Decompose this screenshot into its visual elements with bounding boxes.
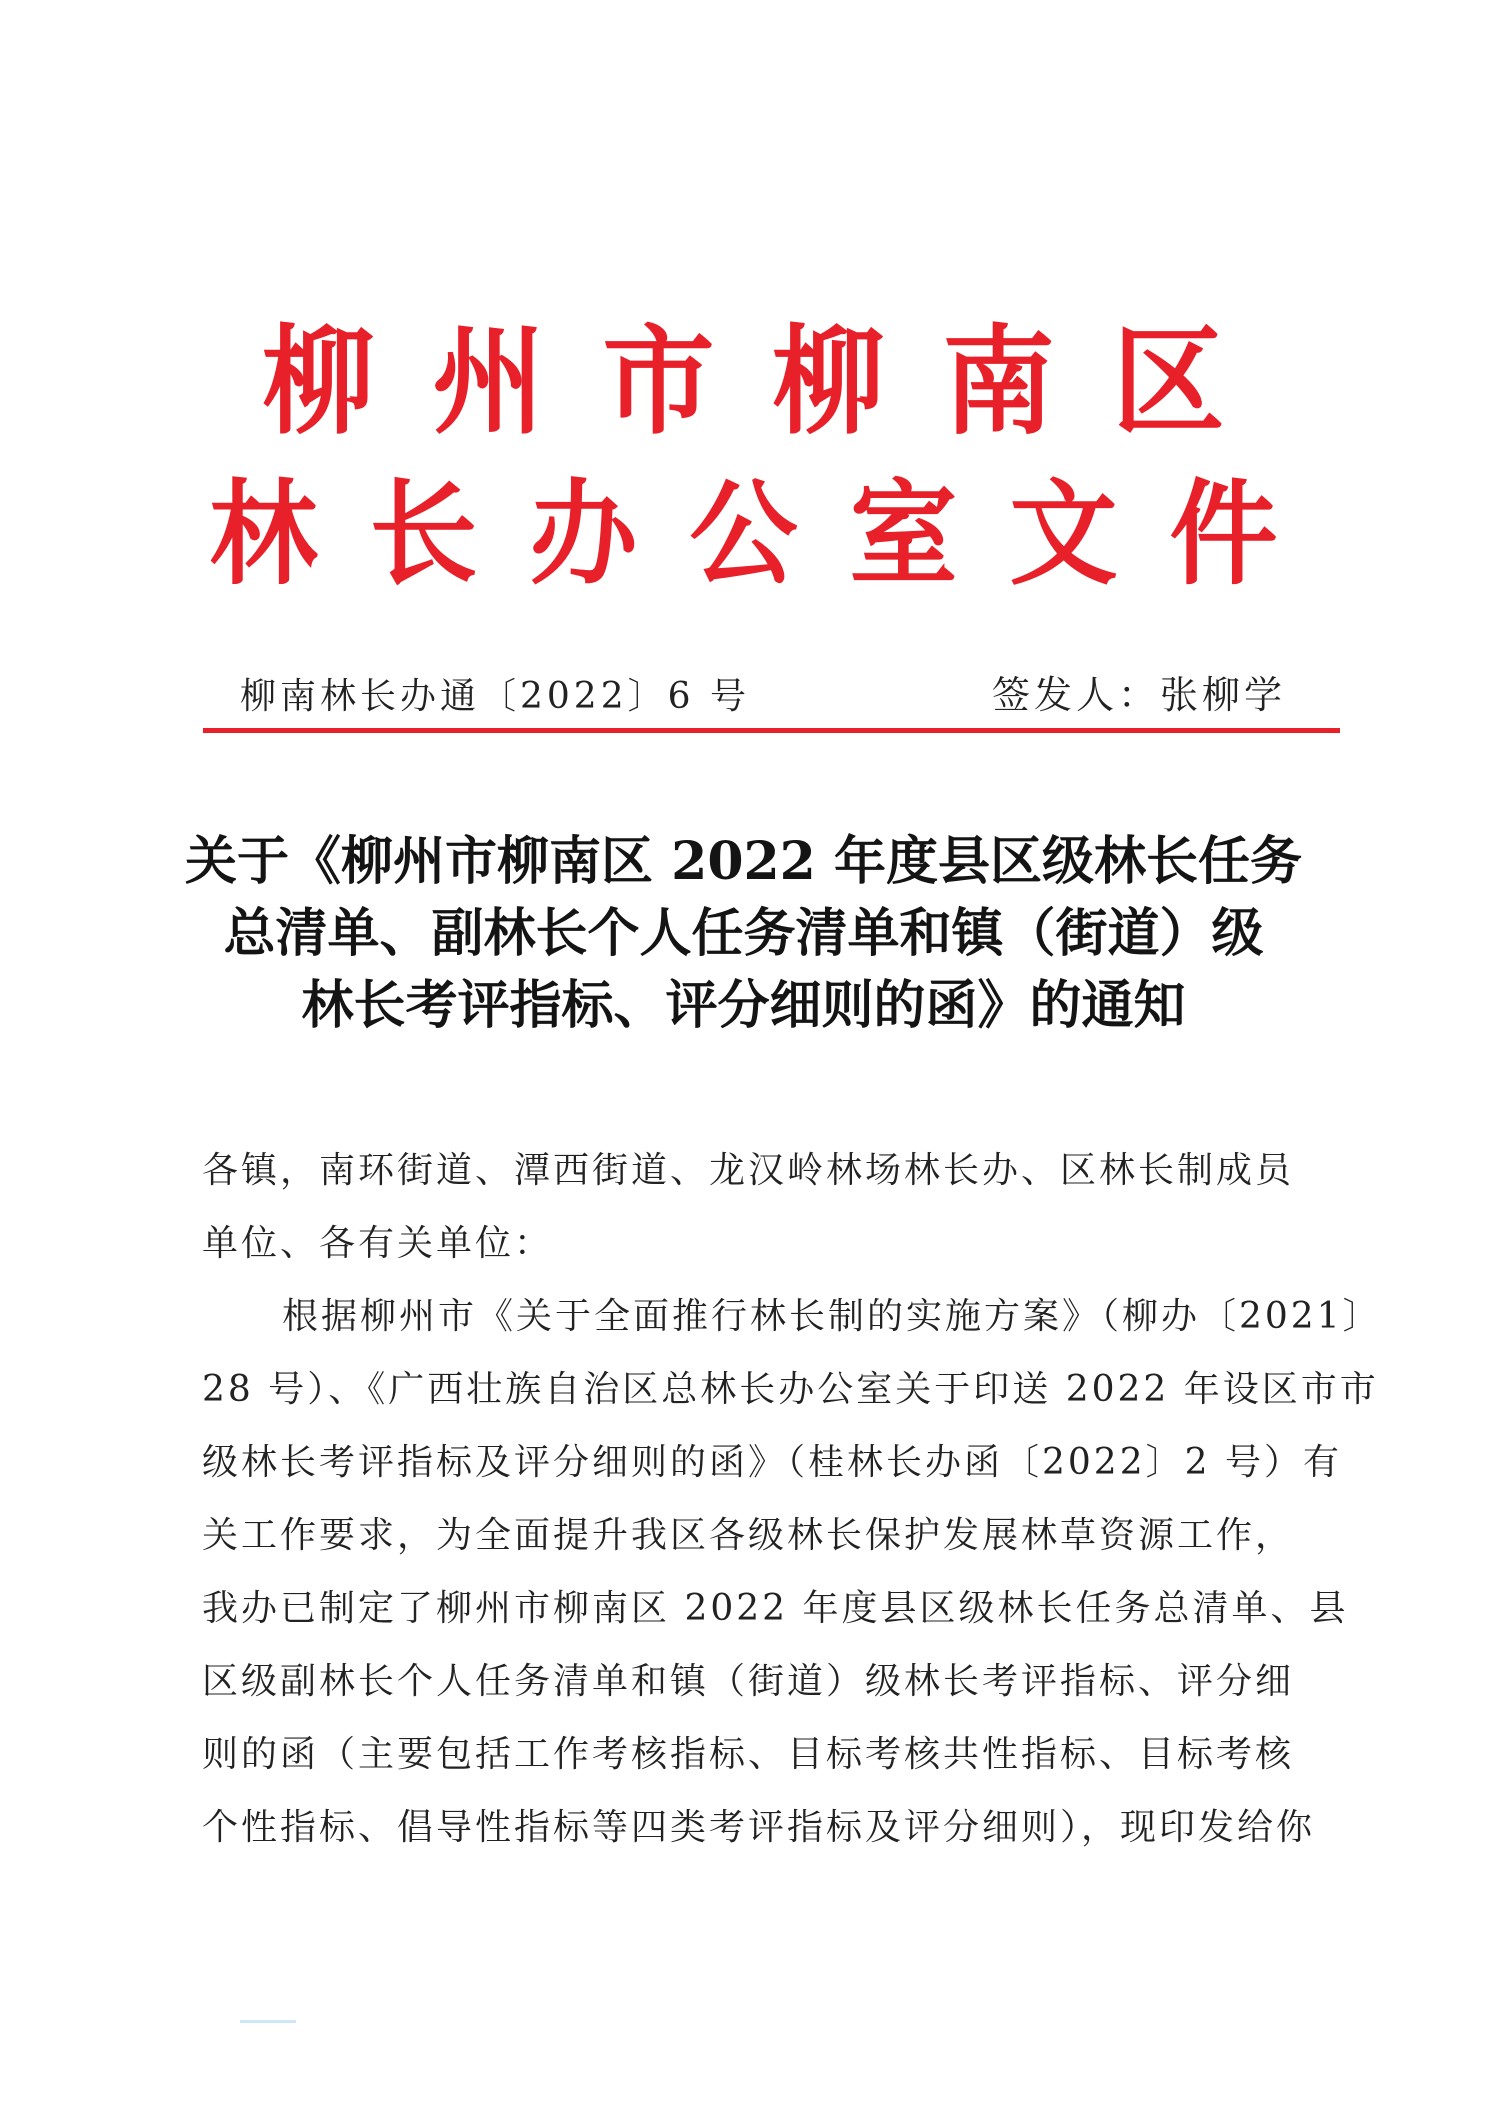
scan-artifact [240, 2020, 296, 2023]
document-number: 柳南林长办通〔2022〕6 号 [240, 676, 750, 717]
paragraph-line: 我办已制定了柳州市柳南区 2022 年度县区级林长任务总清单、县 [202, 1588, 1349, 1629]
document-title [150, 826, 1337, 1042]
paragraph-line: 个性指标、倡导性指标等四类考评指标及评分细则），现印发给你 [202, 1807, 1316, 1848]
body-paragraph [202, 1280, 1382, 1864]
title-line: 林长考评指标、评分细则的函》的通知 [301, 975, 1186, 1036]
masthead-line-1: 柳州市柳南区 [262, 314, 1283, 451]
paragraph-line: 根据柳州市《关于全面推行林长制的实施方案》（柳办〔2021〕 [282, 1296, 1382, 1337]
paragraph-line: 28 号）、《广西壮族自治区总林长办公室关于印送 2022 年设区市市 [202, 1369, 1379, 1410]
signer: 签发人：张柳学 [992, 673, 1287, 717]
paragraph-line: 级林长考评指标及评分细则的函》（桂林长办函〔2022〕2 号）有 [202, 1442, 1342, 1483]
addressee-line: 各镇，南环街道、潭西街道、龙汉岭林场林长办、区林长制成员 [202, 1150, 1295, 1191]
addressee-line: 单位、各有关单位： [202, 1223, 554, 1264]
document-body [202, 1134, 1382, 1864]
paragraph-line: 则的函（主要包括工作考核指标、目标考核共性指标、目标考核 [202, 1734, 1295, 1775]
addressee [202, 1134, 1342, 1280]
masthead-line-2: 林长办公室文件 [209, 469, 1330, 601]
paragraph-line: 区级副林长个人任务清单和镇（街道）级林长考评指标、评分细 [202, 1661, 1295, 1702]
title-line: 总清单、副林长个人任务清单和镇（街道）级 [223, 903, 1264, 964]
title-line: 关于《柳州市柳南区 2022 年度县区级林长任务 [185, 831, 1302, 892]
paragraph-line: 关工作要求，为全面提升我区各级林长保护发展林草资源工作， [202, 1515, 1295, 1556]
red-divider-rule [203, 728, 1340, 733]
